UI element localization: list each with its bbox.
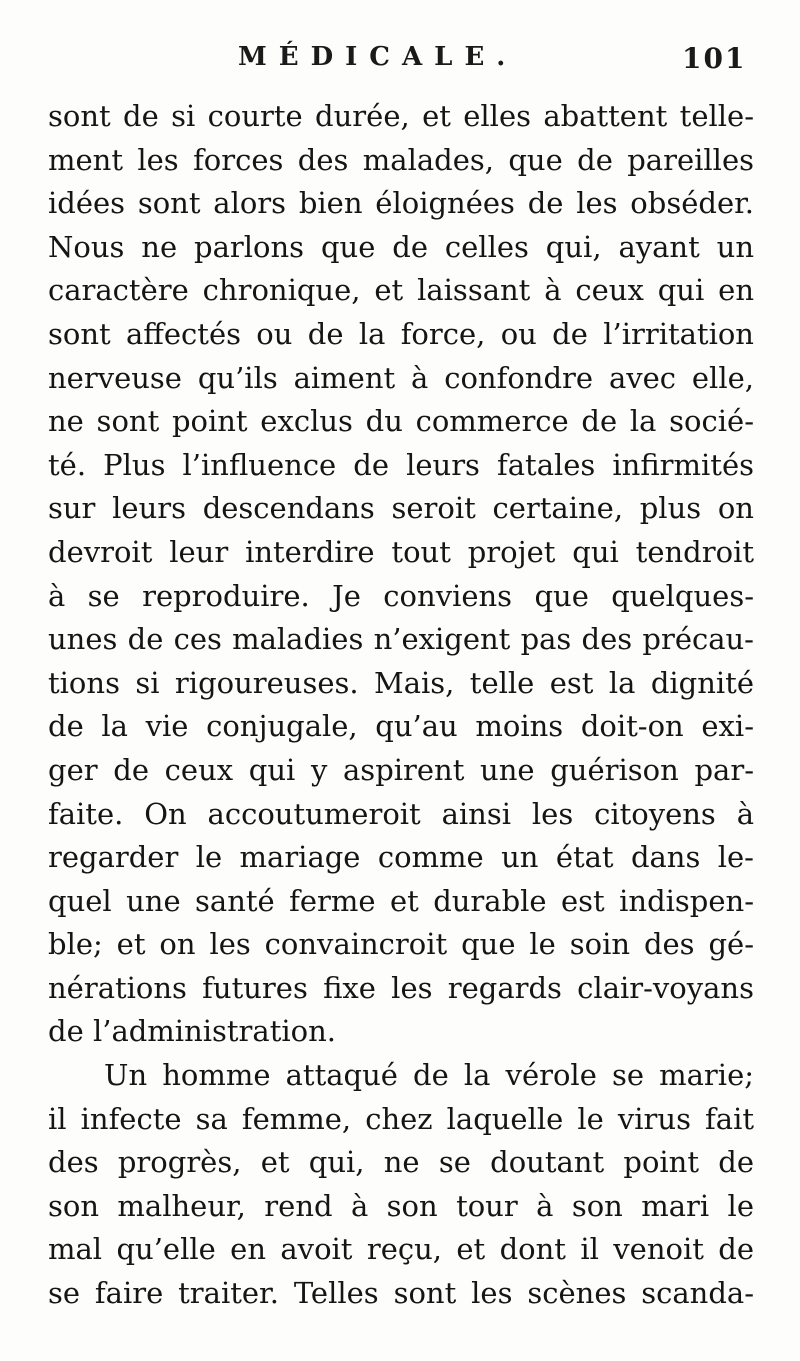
text-line: des progrès, et qui, ne se doutant point de — [48, 1145, 754, 1180]
text-line: té. Plus l’influence de leurs fatales infirmités — [48, 447, 754, 482]
text-line: sont de si courte durée, et elles abattent telle- — [48, 99, 754, 133]
text-line: son malheur, rend à son tour à son mari le — [48, 1188, 754, 1223]
text-line: à se reproduire. Je conviens que quelques- — [48, 578, 754, 613]
text-line: de la vie conjugale, qu’au moins doit-on exi- — [48, 709, 754, 744]
text-line: ne sont point exclus du commerce de la socié- — [48, 404, 754, 439]
text-line: ment les forces des malades, que de pareilles — [48, 142, 754, 177]
text-line: sont affectés ou de la force, ou de l’irritation — [48, 316, 754, 351]
running-head — [0, 42, 800, 82]
running-title: MÉDICALE. — [238, 42, 518, 72]
text-line: Nous ne parlons que de celles qui, ayant un — [48, 229, 754, 264]
text-line: unes de ces maladies n’exigent pas des précau- — [48, 622, 754, 657]
text-line: nerveuse qu’ils aiment à confondre avec elle, — [48, 360, 754, 395]
text-line: ger de ceux qui y aspirent une guérison par- — [48, 752, 754, 787]
text-line: idées sont alors bien éloignées de les obséder. — [48, 186, 754, 221]
text-line: ble; et on les convaincroit que le soin des gé- — [48, 927, 754, 962]
paragraph-end-line: de l’administration. — [48, 1014, 336, 1049]
text-line: il infecte sa femme, chez laquelle le virus fait — [48, 1101, 754, 1136]
text-line: regarder le mariage comme un état dans le- — [48, 840, 754, 875]
text-line: sur leurs descendans seroit certaine, plus on — [48, 491, 754, 526]
paragraph-start-line: Un homme attaqué de la vérole se marie; — [104, 1058, 754, 1093]
text-line: faite. On accoutumeroit ainsi les citoyens à — [48, 796, 754, 831]
text-line: quel une santé ferme et durable est indispen- — [48, 883, 754, 918]
text-line: mal qu’elle en avoit reçu, et dont il venoit de — [48, 1232, 754, 1267]
text-line: se faire traiter. Telles sont les scènes scanda- — [48, 1276, 754, 1311]
text-line: devroit leur interdire tout projet qui tendroit — [48, 534, 754, 569]
page-number: 101 — [682, 42, 747, 75]
text-line: nérations futures fixe les regards clair-voyans — [48, 970, 754, 1005]
text-line: caractère chronique, et laissant à ceux qui en — [48, 273, 754, 308]
text-line: tions si rigoureuses. Mais, telle est la dignité — [48, 665, 754, 700]
body-text — [48, 95, 754, 1316]
